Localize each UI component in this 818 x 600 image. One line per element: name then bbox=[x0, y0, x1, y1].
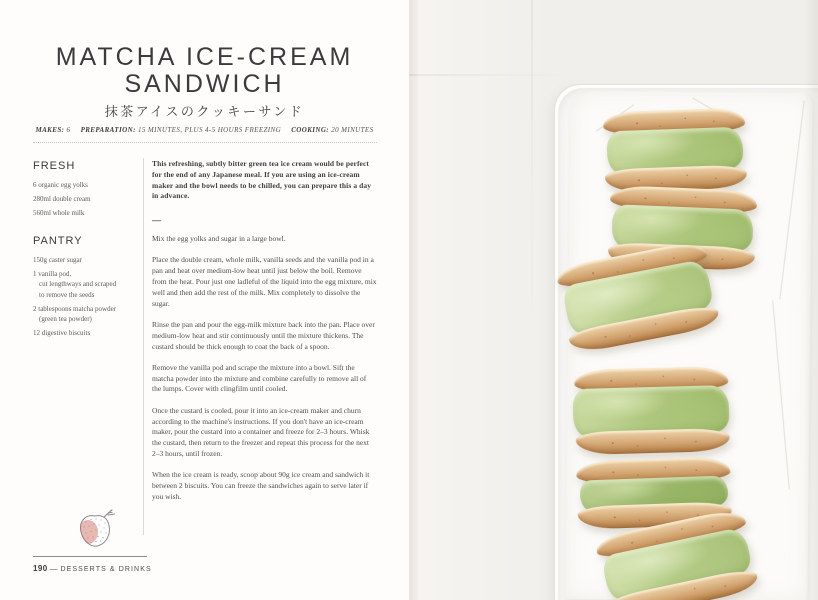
ingredient-item: 12 digestive biscuits bbox=[33, 329, 91, 337]
instruction-step: Remove the vanilla pod and scrape the mixture into a bowl. Sift the matcha powder into the mixture and combine carefully to remove all of the lumps. Cover with clingfilm until cooled. bbox=[152, 362, 367, 394]
instruction-step: Once the custard is cooled, pour it into an ice-cream maker and churn according to the machine's instructions. If you don't have an ice-cream maker, pour the custard into a container and freeze for 2–3 hours. Whisk the custard, then return to the freezer and repeat this process for the next 2–3 hours, until frozen. bbox=[152, 405, 370, 458]
ice-cream-sandwich bbox=[603, 108, 748, 193]
ingredient-item-continuation: (green tea powder) bbox=[39, 315, 92, 323]
recipe-title-line1: MATCHA ICE-CREAM bbox=[55, 43, 354, 71]
photo-edge-shadow bbox=[804, 0, 818, 600]
photo-backdrop-fold bbox=[531, 0, 533, 420]
matcha-ice-cream bbox=[572, 385, 729, 436]
ingredient-item: 1 vanilla pod, bbox=[33, 269, 72, 278]
meta-divider-rule bbox=[33, 142, 377, 143]
instruction-step: Rinse the pan and pour the egg-milk mixture back into the pan. Place over medium-low heat and stir continuously until the mixture thickens. The custard should be thick enough to coat the back of a spoon. bbox=[152, 319, 375, 351]
instructions-column bbox=[152, 159, 377, 513]
meta-cooking-value: 20 MINUTES bbox=[331, 126, 374, 134]
meta-makes-value: 6 bbox=[66, 126, 71, 134]
biscuit-bottom bbox=[576, 428, 731, 455]
ingredient-item: 6 organic egg yolks bbox=[33, 181, 88, 189]
page-gutter-shadow bbox=[409, 0, 418, 600]
ingredient-item-continuation: to remove the seeds bbox=[39, 290, 95, 299]
section-title: DESSERTS & DRINKS bbox=[60, 566, 152, 573]
meta-preparation-value: 15 MINUTES, PLUS 4-5 HOURS FREEZING bbox=[137, 126, 282, 134]
ingredient-item: 150g caster sugar bbox=[33, 255, 82, 264]
recipe-photo bbox=[409, 0, 818, 600]
fresh-heading: FRESH bbox=[33, 160, 76, 172]
japanese-subtitle: 抹茶アイスのクッキーサンド bbox=[104, 105, 305, 120]
meta-preparation bbox=[81, 126, 282, 134]
footer-separator: — bbox=[50, 564, 58, 573]
ingredient-item-continuation: cut lengthways and scraped bbox=[39, 280, 117, 288]
meta-makes-label: MAKES: bbox=[35, 126, 65, 134]
meta-cooking-label: COOKING: bbox=[291, 126, 330, 134]
ingredient-item: 280ml double cream bbox=[33, 195, 91, 203]
photo-backdrop-fold bbox=[409, 74, 569, 76]
recipe-meta bbox=[0, 126, 409, 134]
meta-makes bbox=[35, 126, 70, 134]
ingredient-item: 560ml whole milk bbox=[33, 209, 85, 217]
column-divider-rule bbox=[143, 158, 144, 535]
strawberry-icon bbox=[74, 507, 120, 553]
ice-cream-sandwich bbox=[574, 366, 730, 455]
meta-preparation-label: PREPARATION: bbox=[80, 126, 136, 134]
recipe-intro: This refreshing, subtly bitter green tea ice cream would be perfect for the end of any Japanese meal. If you are using an ice-cream maker and the bowl needs to be chilled, you can prepare this a day in advance. bbox=[152, 159, 372, 201]
ingredient-item: 2 tablespoons matcha powder bbox=[33, 304, 117, 313]
instruction-step: Mix the egg yolks and sugar in a large bowl. bbox=[152, 234, 286, 244]
page-number: 190 bbox=[33, 564, 48, 573]
pantry-heading: PANTRY bbox=[33, 234, 83, 247]
photo-backdrop-highlight bbox=[418, 0, 548, 600]
ingredients-sidebar bbox=[33, 160, 143, 343]
page-footer bbox=[33, 564, 152, 573]
footer-rule bbox=[33, 556, 147, 557]
intro-divider-dash: — bbox=[152, 215, 161, 226]
recipe-title-line2: SANDWICH bbox=[124, 70, 285, 98]
instruction-step: When the ice cream is ready, scoop about 90g ice cream and sandwich it between 2 biscuits. You can freeze the sandwiches again to serve later if you wish. bbox=[152, 470, 370, 501]
instruction-step: Place the double cream, whole milk, vanilla seeds and the vanilla pod in a pan and heat over medium-low heat until just below the boil. Remove from the heat. Pour just one ladleful of the liquid into the egg mixture, mix well and then add the rest of the milk. Mix completely to dissolve the sugar. bbox=[152, 255, 377, 308]
meta-cooking bbox=[291, 126, 373, 134]
recipe-title bbox=[0, 44, 409, 98]
